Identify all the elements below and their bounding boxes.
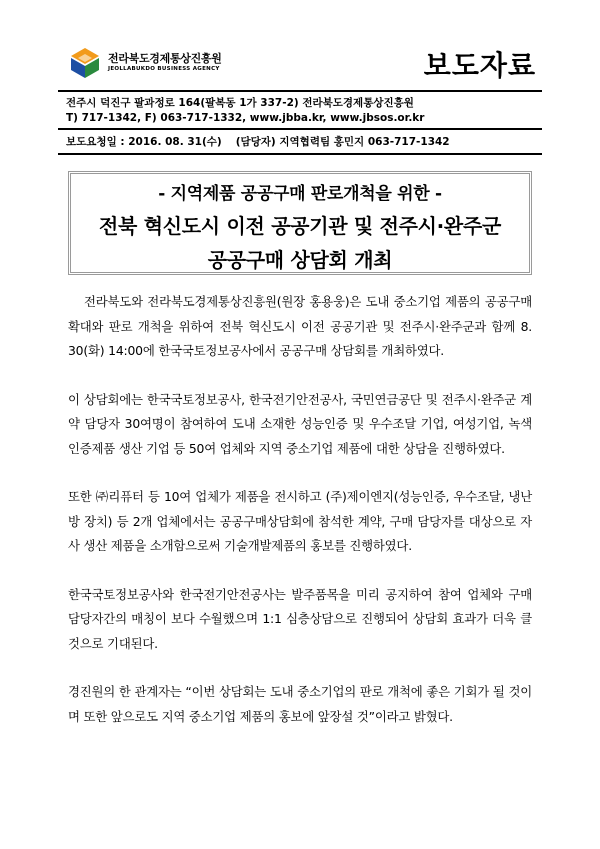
paragraph-3: 또한 ㈜리퓨터 등 10여 업체가 제품을 전시하고 (주)제이엔지(성능인증, 우수조달, 냉난방 장치) 등 2개 업체에서는 공공구매상담회에 참석한 계약, 구매 담당자를 대상으로 자사 생산 제품을 소개함으로써 기술개발제품의 홍보를 진행하였다. (68, 489, 532, 553)
paragraph-2: 이 상담회에는 한국국토정보공사, 한국전기안전공사, 국민연금공단 및 전주시·완주군 계약 담당자 30여명이 참여하여 도내 소재한 성능인증 및 우수조달 기업, 여성기업, 녹색인증제품 생산 기업 등 50여 업체와 지역 중소기업 제품에 대한 상담을 진행하였다. (68, 391, 532, 456)
agency-logo-icon (68, 46, 102, 80)
article-body (68, 290, 532, 753)
request-date: 보도요청일 : 2016. 08. 31(수) (66, 136, 222, 148)
headline-box (68, 171, 532, 275)
headline-subtitle: - 지역제품 공공구매 판로개척을 위한 - (158, 184, 442, 204)
agency-name-kr: 전라북도경제통상진흥원 (108, 52, 222, 65)
manager-info: (담당자) 지역협력팀 홍민지 063-717-1342 (235, 136, 450, 148)
paragraph-4: 한국국토정보공사와 한국전기안전공사는 발주품목을 미리 공지하여 참여 업체와 구매 담당자간의 매칭이 보다 수월했으며 1:1 심층상담으로 진행되어 상담회 효과가 더욱 클 것으로 기대된다. (68, 586, 532, 651)
paragraph-1: 전라북도와 전라북도경제통상진흥원(원장 홍용웅)은 도내 중소기업 제품의 공공구매 확대와 판로 개척을 위하여 전북 혁신도시 이전 공공기관 및 전주시·완주군과 함께 8. 30(화) 14:00에 한국국토정보공사에서 공공구매 상담회를 개최하였다. (68, 294, 532, 358)
agency-name-en: JEOLLABUKDO BUSINESS AGENCY (108, 66, 220, 72)
contact-info-table (58, 90, 542, 155)
paragraph-5: 경진원의 한 관계자는 “이번 상담회는 도내 중소기업의 판로 개척에 좋은 기회가 될 것이며 또한 앞으로도 지역 중소기업 제품의 홍보에 앞장설 것”이라고 밝혔다. (68, 684, 532, 724)
contact-line: T) 717-1342, F) 063-717-1332, www.jbba.kr, www.jbsos.or.kr (58, 111, 542, 129)
headline-line-2: 공공구매 상담회 개최 (207, 248, 393, 272)
document-header (58, 44, 542, 88)
press-release-title: 보도자료 (423, 49, 536, 82)
request-info-line (58, 129, 542, 154)
address-line: 전주시 덕진구 팔과정로 164(팔복동 1가 337-2) 전라북도경제통상진흥원 (58, 91, 542, 111)
headline-line-1: 전북 혁신도시 이전 공공기관 및 전주시·완주군 (99, 214, 501, 238)
